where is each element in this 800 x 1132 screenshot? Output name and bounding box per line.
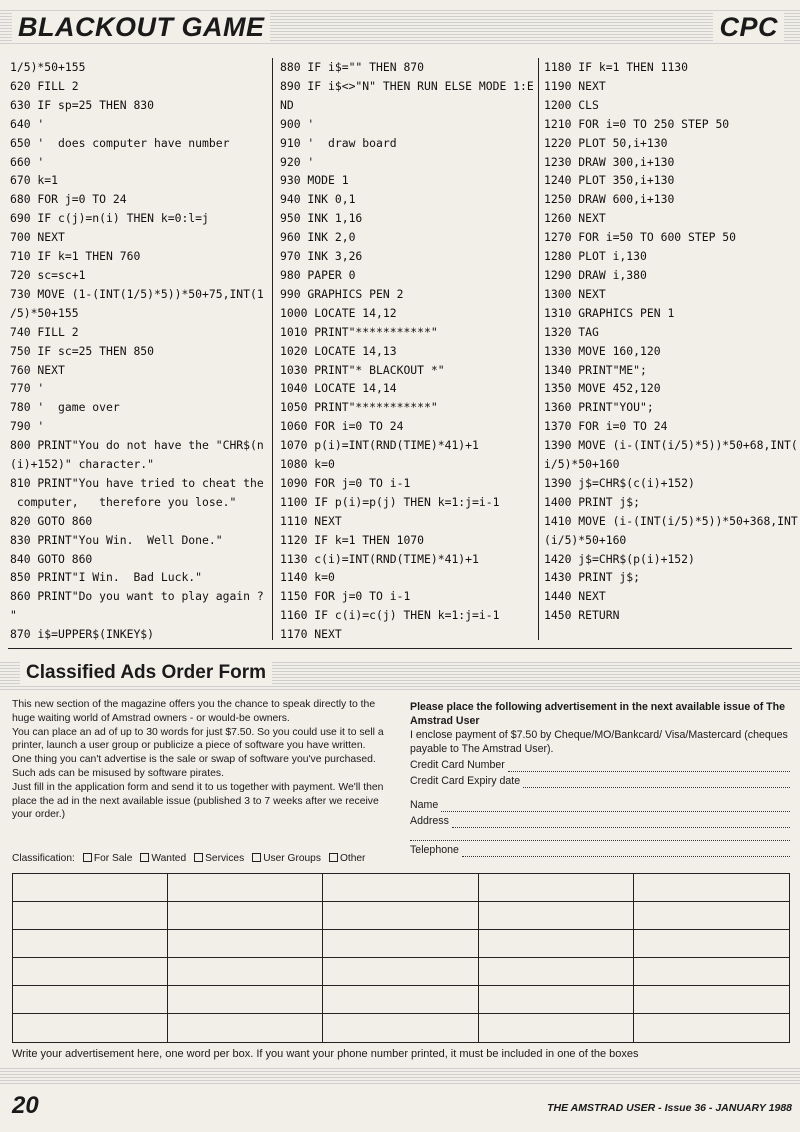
code-line: 1370 FOR i=0 TO 24	[544, 419, 668, 434]
intro-paragraph: This new section of the magazine offers you the chance to speak directly to the huge waiting world of Amstrad owners - or would-be owners.	[12, 699, 376, 724]
telephone-field[interactable]: Telephone	[410, 843, 790, 857]
code-line: 1110 NEXT	[280, 513, 342, 528]
code-line: 1/5)*50+155	[10, 60, 86, 74]
code-line: 1320 TAG	[544, 324, 599, 339]
word-box[interactable]	[168, 958, 323, 986]
ads-intro	[12, 698, 392, 822]
code-line: 1130 c(i)=INT(RND(TIME)*41)+1	[280, 551, 479, 566]
code-line: 740 FILL 2	[10, 324, 79, 339]
code-line: 1450 RETURN	[544, 608, 620, 623]
code-line: ND	[280, 97, 294, 112]
code-line: 1060 FOR i=0 TO 24	[280, 419, 404, 434]
code-line: 1180 IF k=1 THEN 1130	[544, 60, 689, 74]
code-line: 1200 CLS	[544, 97, 599, 112]
code-line: 710 IF k=1 THEN 760	[10, 249, 141, 264]
classification-label: Classification:	[12, 853, 75, 864]
word-box[interactable]	[634, 1014, 789, 1042]
code-line: 840 GOTO 860	[10, 551, 93, 566]
code-line: 1100 IF p(i)=p(j) THEN k=1:j=i-1	[280, 494, 500, 509]
word-box[interactable]	[168, 874, 323, 902]
column-divider	[538, 58, 539, 640]
code-line: 630 IF sp=25 THEN 830	[10, 97, 155, 112]
code-line: 1170 NEXT	[280, 627, 342, 642]
word-box[interactable]	[13, 1014, 168, 1042]
code-line: 1140 k=0	[280, 570, 335, 585]
code-line: 1300 NEXT	[544, 286, 606, 301]
code-line: 1070 p(i)=INT(RND(TIME)*41)+1	[280, 438, 479, 453]
page-number: 20	[12, 1092, 39, 1119]
word-box[interactable]	[479, 902, 634, 930]
code-line: 1270 FOR i=50 TO 600 STEP 50	[544, 230, 737, 245]
code-line: 910 ' draw board	[280, 135, 397, 150]
code-line: 1390 j$=CHR$(c(i)+152)	[544, 475, 695, 490]
code-line: /5)*50+155	[10, 305, 79, 320]
code-line: 1360 PRINT"YOU";	[544, 400, 654, 415]
section-divider	[8, 648, 792, 649]
code-line: 1440 NEXT	[544, 589, 606, 604]
code-line: 870 i$=UPPER$(INKEY$)	[10, 627, 155, 642]
code-line: 1410 MOVE (i-(INT(i/5)*5))*50+368,INT	[544, 513, 798, 528]
footer-band	[0, 1068, 800, 1084]
code-line: 720 sc=sc+1	[10, 267, 86, 282]
order-heading: Please place the following advertisement in the next available issue of The Amstrad User	[410, 701, 786, 727]
checkbox-user-groups[interactable]: User Groups	[252, 853, 321, 864]
word-box[interactable]	[634, 986, 789, 1014]
code-line: 750 IF sc=25 THEN 850	[10, 343, 155, 358]
checkbox-for-sale[interactable]: For Sale	[83, 853, 133, 864]
code-line: 1150 FOR j=0 TO i-1	[280, 589, 411, 604]
code-line: (i)+152)" character."	[10, 457, 155, 472]
code-line: 1430 PRINT j$;	[544, 570, 641, 585]
code-line: 650 ' does computer have number	[10, 135, 230, 150]
code-line: 680 FOR j=0 TO 24	[10, 192, 127, 207]
code-line: 930 MODE 1	[280, 173, 349, 188]
code-line: (i/5)*50+160	[544, 532, 627, 547]
word-box[interactable]	[479, 1014, 634, 1042]
code-line: 880 IF i$="" THEN 870	[280, 60, 425, 74]
listing-column-2	[280, 58, 538, 644]
code-line: 1420 j$=CHR$(p(i)+152)	[544, 551, 695, 566]
word-box[interactable]	[634, 930, 789, 958]
code-line: 860 PRINT"Do you want to play again ?	[10, 589, 264, 604]
address-line-2[interactable]	[410, 830, 790, 841]
code-line: 1230 DRAW 300,i+130	[544, 154, 675, 169]
code-line: 940 INK 0,1	[280, 192, 356, 207]
code-line: 1250 DRAW 600,i+130	[544, 192, 675, 207]
code-line: 1030 PRINT"* BLACKOUT *"	[280, 362, 445, 377]
word-box[interactable]	[168, 902, 323, 930]
code-line: 1040 LOCATE 14,14	[280, 381, 397, 396]
code-line: 760 NEXT	[10, 362, 65, 377]
code-line: 660 '	[10, 154, 45, 169]
code-line: 1220 PLOT 50,i+130	[544, 135, 668, 150]
code-line: 1390 MOVE (i-(INT(i/5)*5))*50+68,INT(	[544, 438, 798, 453]
word-box[interactable]	[479, 930, 634, 958]
word-box[interactable]	[323, 902, 478, 930]
code-line: 900 '	[280, 116, 315, 131]
code-line: 1330 MOVE 160,120	[544, 343, 661, 358]
word-box[interactable]	[323, 958, 478, 986]
listing-column-3	[544, 58, 796, 625]
word-box[interactable]	[323, 930, 478, 958]
code-line: 770 '	[10, 381, 45, 396]
code-line: 1340 PRINT"ME";	[544, 362, 647, 377]
code-line: 1120 IF k=1 THEN 1070	[280, 532, 425, 547]
intro-paragraph: Just fill in the application form and send it to us together with payment. We'll then place the ad in the next available issue (published 3 to 7 weeks after we receive your order.)	[12, 781, 384, 821]
code-line: 1160 IF c(i)=c(j) THEN k=1:j=i-1	[280, 608, 500, 623]
code-line: 1050 PRINT"***********"	[280, 400, 438, 415]
word-box[interactable]	[479, 958, 634, 986]
code-line: 1210 FOR i=0 TO 250 STEP 50	[544, 116, 730, 131]
code-line: 1020 LOCATE 14,13	[280, 343, 397, 358]
card-expiry-field[interactable]: Credit Card Expiry date	[410, 774, 790, 788]
code-line: 850 PRINT"I Win. Bad Luck."	[10, 570, 203, 585]
ads-title: Classified Ads Order Form	[20, 662, 272, 684]
code-line: 790 '	[10, 419, 45, 434]
code-line: 960 INK 2,0	[280, 230, 356, 245]
code-line: 990 GRAPHICS PEN 2	[280, 286, 404, 301]
code-line: 1310 GRAPHICS PEN 1	[544, 305, 675, 320]
word-box[interactable]	[13, 902, 168, 930]
publication-footer: THE AMSTRAD USER - Issue 36 - JANUARY 1988	[547, 1102, 792, 1114]
code-line: 1280 PLOT i,130	[544, 249, 647, 264]
intro-paragraph: You can place an ad of up to 30 words for just $7.50. So you could use it to sell a printer, launch a user group or publicize a piece of software you have written.	[12, 726, 384, 752]
checkbox-wanted[interactable]: Wanted	[140, 853, 186, 864]
word-box[interactable]	[323, 1014, 478, 1042]
checkbox-icon[interactable]	[194, 853, 203, 862]
code-line: 1350 MOVE 452,120	[544, 381, 661, 396]
code-line: 780 ' game over	[10, 400, 120, 415]
code-line: 1090 FOR j=0 TO i-1	[280, 475, 411, 490]
listing-column-1	[10, 58, 268, 644]
order-block	[410, 700, 790, 857]
code-line: 1400 PRINT j$;	[544, 494, 641, 509]
code-line: 920 '	[280, 154, 315, 169]
article-title: BLACKOUT GAME	[12, 12, 270, 43]
code-line: "	[10, 608, 17, 623]
code-line: 890 IF i$<>"N" THEN RUN ELSE MODE 1:E	[280, 78, 534, 93]
address-field[interactable]: Address	[410, 814, 790, 828]
code-line: 1010 PRINT"***********"	[280, 324, 438, 339]
word-box[interactable]	[634, 874, 789, 902]
checkbox-icon[interactable]	[140, 853, 149, 862]
platform-label: CPC	[713, 12, 784, 43]
word-box[interactable]	[634, 902, 789, 930]
checkbox-icon[interactable]	[83, 853, 92, 862]
code-line: 980 PAPER 0	[280, 267, 356, 282]
code-line: 1080 k=0	[280, 457, 335, 472]
checkbox-services[interactable]: Services	[194, 853, 244, 864]
checkbox-other[interactable]: Other	[329, 853, 365, 864]
classification-row	[12, 853, 365, 864]
code-line: 620 FILL 2	[10, 78, 79, 93]
checkbox-icon[interactable]	[252, 853, 261, 862]
word-box[interactable]	[634, 958, 789, 986]
intro-paragraph: One thing you can't advertise is the sale or swap of software you've purchased. Such ads can be misused by software pirates.	[12, 754, 376, 779]
word-box[interactable]	[13, 874, 168, 902]
code-line: 640 '	[10, 116, 45, 131]
card-number-field[interactable]: Credit Card Number	[410, 758, 790, 772]
advertisement-word-grid[interactable]	[12, 873, 790, 1043]
code-line: 830 PRINT"You Win. Well Done."	[10, 532, 223, 547]
code-line: 1290 DRAW i,380	[544, 267, 647, 282]
checkbox-icon[interactable]	[329, 853, 338, 862]
code-line: 700 NEXT	[10, 230, 65, 245]
code-line: 1190 NEXT	[544, 78, 606, 93]
code-line: 670 k=1	[10, 173, 59, 188]
column-divider	[272, 58, 273, 640]
name-field[interactable]: Name	[410, 798, 790, 812]
word-box[interactable]	[13, 958, 168, 986]
word-box[interactable]	[323, 986, 478, 1014]
word-box[interactable]	[13, 930, 168, 958]
code-line: 1260 NEXT	[544, 211, 606, 226]
code-line: 810 PRINT"You have tried to cheat the	[10, 475, 264, 490]
word-box[interactable]	[168, 930, 323, 958]
code-line: 950 INK 1,16	[280, 211, 363, 226]
code-line: 820 GOTO 860	[10, 513, 93, 528]
payment-text: I enclose payment of $7.50 by Cheque/MO/Bankcard/ Visa/Mastercard (cheques payable to The Amstrad User).	[410, 729, 788, 755]
word-box[interactable]	[168, 986, 323, 1014]
word-box[interactable]	[13, 986, 168, 1014]
code-line: 690 IF c(j)=n(i) THEN k=0:l=j	[10, 211, 209, 226]
code-line: i/5)*50+160	[544, 457, 620, 472]
code-line: 1240 PLOT 350,i+130	[544, 173, 675, 188]
code-line: computer, therefore you lose."	[10, 494, 237, 509]
word-box[interactable]	[479, 874, 634, 902]
code-line: 730 MOVE (1-(INT(1/5)*5))*50+75,INT(1	[10, 286, 264, 301]
grid-caption: Write your advertisement here, one word per box. If you want your phone number printed, it must be included in one of the boxes	[12, 1048, 639, 1060]
code-line: 970 INK 3,26	[280, 249, 363, 264]
word-box[interactable]	[168, 1014, 323, 1042]
word-box[interactable]	[323, 874, 478, 902]
word-box[interactable]	[479, 986, 634, 1014]
code-line: 800 PRINT"You do not have the "CHR$(n	[10, 438, 264, 453]
code-line: 1000 LOCATE 14,12	[280, 305, 397, 320]
